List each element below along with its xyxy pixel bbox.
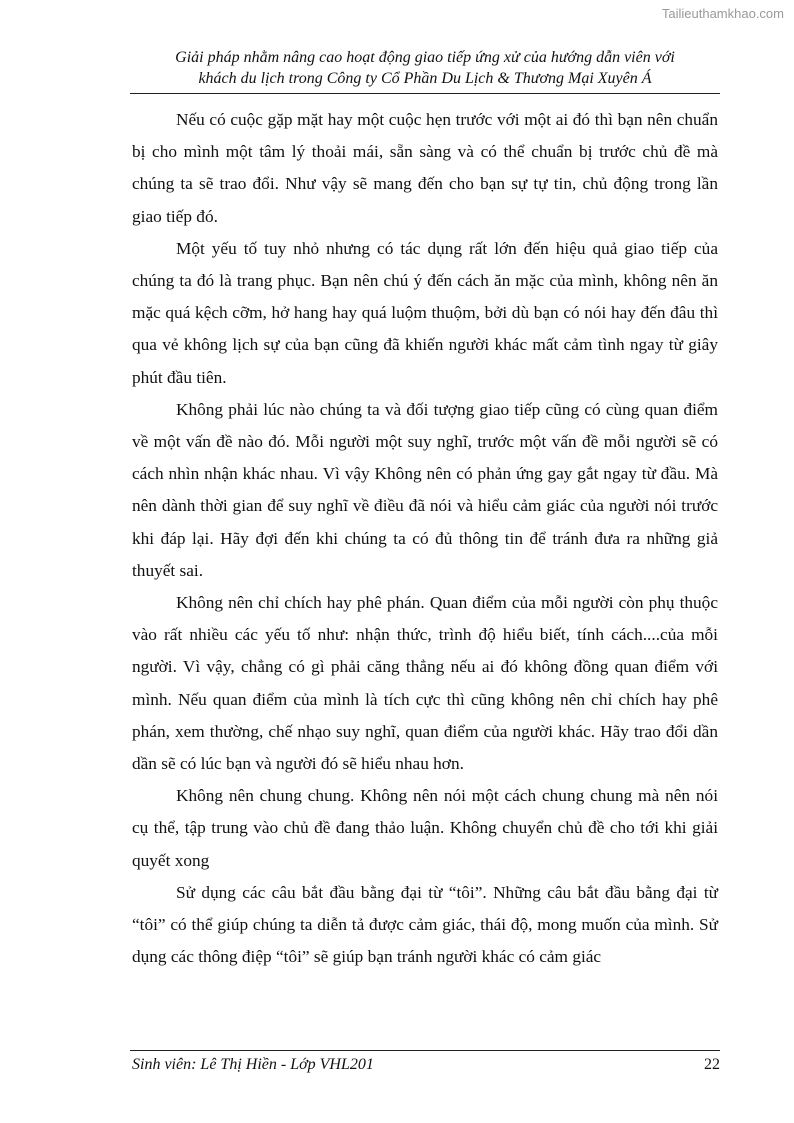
header-divider (130, 93, 720, 94)
page-header (130, 47, 720, 89)
paragraph: Không nên chung chung. Không nên nói một cách chung chung mà nên nói cụ thể, tập trung vào chủ đề đang thảo luận. Không chuyển chủ đề cho tới khi giải quyết xong (132, 786, 718, 870)
page-number: 22 (704, 1056, 720, 1073)
paragraph: Không nên chỉ chích hay phê phán. Quan điểm của mỗi người còn phụ thuộc vào rất nhiều các yếu tố như: nhận thức, trình độ hiểu biết, tính cách....của mỗi người. Vì vậy, chẳng có gì phải căng thẳng nếu ai đó không đồng quan điểm với mình. Nếu quan điểm của mình là tích cực thì cũng không nên chỉ chích hay phê phán, xem thường, chế nhạo suy nghĩ, quan điểm của người khác. Hãy trao đổi dần dần sẽ có lúc bạn và người đó sẽ hiểu nhau hơn. (132, 593, 718, 774)
body-text (132, 104, 718, 973)
header-line-1: Giải pháp nhằm nâng cao hoạt động giao tiếp ứng xử của hướng dẫn viên với (175, 49, 675, 66)
paragraph: Không phải lúc nào chúng ta và đối tượng giao tiếp cũng có cùng quan điểm về một vấn đề nào đó. Mỗi người một suy nghĩ, trước một vấn đề mỗi người sẽ có cách nhìn nhận khác nhau. Vì vậy Không nên có phản ứng gay gắt ngay từ đầu. Mà nên dành thời gian để suy nghĩ về điều đã nói và hiểu cảm giác của người nói trước khi đáp lại. Hãy đợi đến khi chúng ta có đủ thông tin để tránh đưa ra những giả thuyết sai. (132, 399, 718, 580)
paragraph: Nếu có cuộc gặp mặt hay một cuộc hẹn trước với một ai đó thì bạn nên chuẩn bị cho mình một tâm lý thoải mái, sẵn sàng và có thể chuẩn bị trước chủ đề mà chúng ta sẽ trao đổi. Như vậy sẽ mang đến cho bạn sự tự tin, chủ động trong lần giao tiếp đó. (132, 110, 718, 226)
footer-student-info: Sinh viên: Lê Thị Hiền - Lớp VHL201 (132, 1056, 374, 1073)
footer-divider (130, 1050, 720, 1051)
paragraph: Sử dụng các câu bắt đầu bằng đại từ “tôi”. Những câu bắt đầu bằng đại từ “tôi” có thể giúp chúng ta diễn tả được cảm giác, thái độ, mong muốn của mình. Sử dụng các thông điệp “tôi” sẽ giúp bạn tránh người khác có cảm giác (132, 882, 718, 967)
paragraph: Một yếu tố tuy nhỏ nhưng có tác dụng rất lớn đến hiệu quả giao tiếp của chúng ta đó là trang phục. Bạn nên chú ý đến cách ăn mặc của mình, không nên ăn mặc quá kệch cỡm, hở hang hay quá luộm thuộm, bởi dù bạn có nói hay đến đâu thì qua vẻ không lịch sự của bạn cũng đã khiến người khác mất cảm tình ngay từ giây phút đầu tiên. (132, 238, 718, 387)
watermark: Tailieuthamkhao.com (661, 6, 784, 21)
header-line-2: khách du lịch trong Công ty Cổ Phần Du Lịch & Thương Mại Xuyên Á (198, 70, 652, 87)
